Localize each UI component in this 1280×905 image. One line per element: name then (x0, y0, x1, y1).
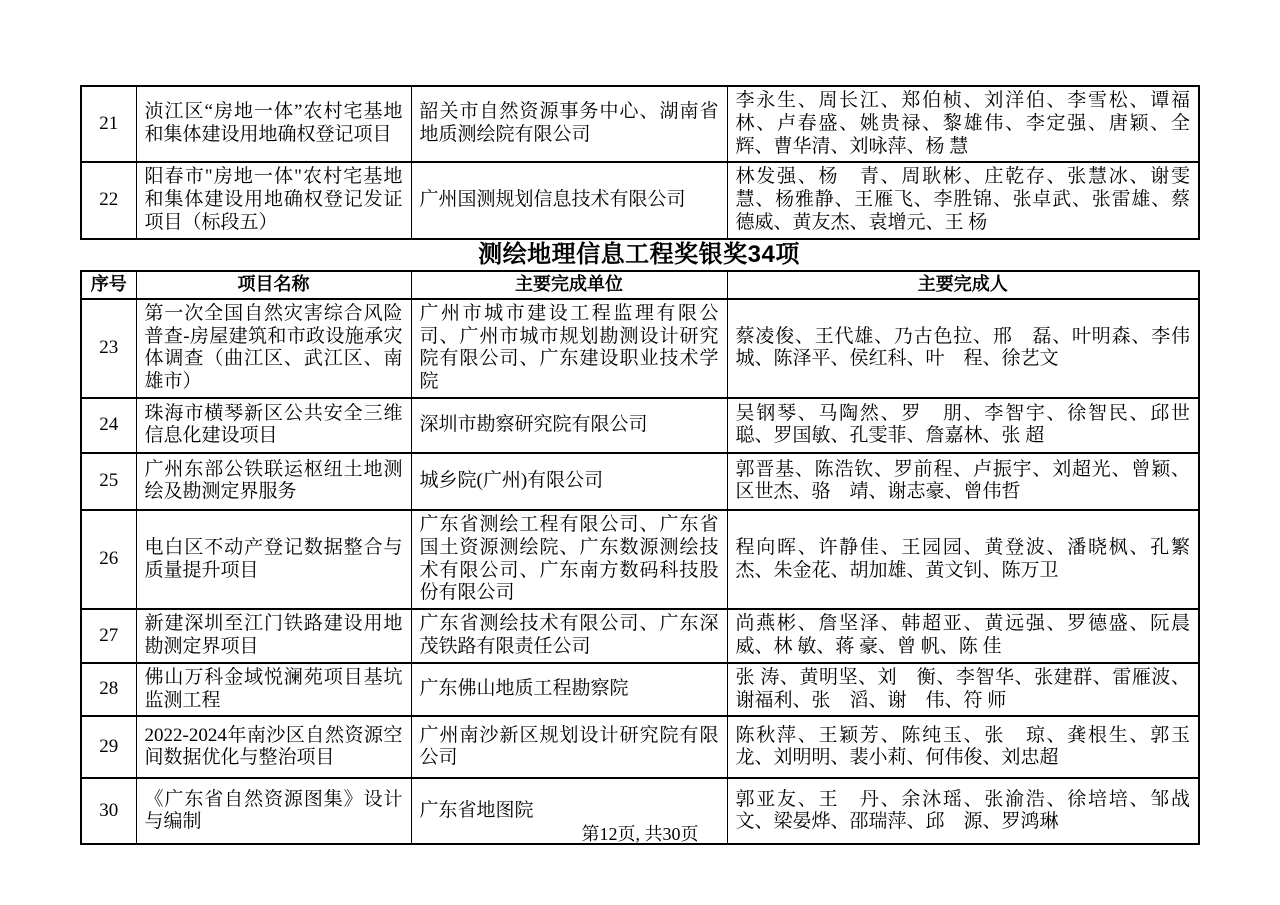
col-header-units: 主要完成单位 (411, 271, 727, 299)
completing-units: 广州国测规划信息技术有限公司 (411, 162, 727, 238)
table-row (81, 398, 1199, 453)
project-name: 第一次全国自然灾害综合风险普查-房屋建筑和市政设施承灾体调查（曲江区、武江区、南雄市） (136, 299, 411, 398)
project-name: 2022-2024年南沙区自然资源空间数据优化与整治项目 (136, 716, 411, 778)
row-number: 28 (81, 663, 136, 717)
project-name: 广州东部公铁联运枢纽土地测绘及勘测定界服务 (136, 453, 411, 510)
row-number: 23 (81, 299, 136, 398)
table-row (81, 609, 1199, 663)
table-header-row (81, 271, 1199, 299)
row-number: 25 (81, 453, 136, 510)
row-number: 29 (81, 716, 136, 778)
table-row (81, 86, 1199, 162)
awards-table (80, 270, 1200, 846)
page-number: 第12页, 共30页 (581, 824, 699, 844)
table-row (81, 299, 1199, 398)
completers: 陈秋萍、王颖芳、陈纯玉、张 琼、龚根生、郭玉龙、刘明明、裴小莉、何伟俊、刘忠超 (727, 716, 1199, 778)
col-header-people: 主要完成人 (727, 271, 1199, 299)
table-row (81, 510, 1199, 609)
completing-units: 城乡院(广州)有限公司 (411, 453, 727, 510)
completers: 李永生、周长江、郑伯桢、刘洋伯、李雪松、谭福林、卢春盛、姚贵禄、黎雄伟、李定强、唐颖、全 辉、曹华清、刘咏萍、杨 慧 (727, 86, 1199, 162)
project-name: 《广东省自然资源图集》设计与编制 (136, 778, 411, 844)
row-number: 26 (81, 510, 136, 609)
row-number: 27 (81, 609, 136, 663)
completers: 吴钢琴、马陶然、罗 朋、李智宇、徐智民、邱世聪、罗国敏、孔雯菲、詹嘉林、张 超 (727, 398, 1199, 453)
completing-units: 广东省测绘技术有限公司、广东深茂铁路有限责任公司 (411, 609, 727, 663)
completing-units: 广东省测绘工程有限公司、广东省国土资源测绘院、广东数源测绘技术有限公司、广东南方数码科技股份有限公司 (411, 510, 727, 609)
completing-units: 广东佛山地质工程勘察院 (411, 663, 727, 717)
completers: 尚燕彬、詹坚泽、韩超亚、黄远强、罗德盛、阮晨威、林 敏、蒋 豪、曾 帆、陈 佳 (727, 609, 1199, 663)
project-name: 新建深圳至江门铁路建设用地勘测定界项目 (136, 609, 411, 663)
completers: 程向晖、许静佳、王园园、黄登波、潘晓枫、孔繁杰、朱金花、胡加雄、黄文钊、陈万卫 (727, 510, 1199, 609)
completers: 蔡凌俊、王代雄、乃古色拉、邢 磊、叶明森、李伟城、陈泽平、侯红科、叶 程、徐艺文 (727, 299, 1199, 398)
section-title: 测绘地理信息工程奖银奖34项 (478, 240, 800, 268)
project-name: 阳春市"房地一体"农村宅基地和集体建设用地确权登记发证项目（标段五） (136, 162, 411, 238)
col-header-project: 项目名称 (136, 271, 411, 299)
table-row (81, 716, 1199, 778)
completers: 郭晋基、陈浩钦、罗前程、卢振宇、刘超光、曾颖、区世杰、骆 靖、谢志豪、曾伟哲 (727, 453, 1199, 510)
project-name: 电白区不动产登记数据整合与质量提升项目 (136, 510, 411, 609)
awards-document (80, 85, 1198, 845)
row-number: 24 (81, 398, 136, 453)
completing-units: 广东省地图院 (411, 778, 727, 844)
project-name: 佛山万科金域悦澜苑项目基坑监测工程 (136, 663, 411, 717)
awards-table-continuation (80, 85, 1200, 240)
table-row (81, 453, 1199, 510)
completing-units: 深圳市勘察研究院有限公司 (411, 398, 727, 453)
completing-units: 广州市城市建设工程监理有限公司、广州市城市规划勘测设计研究院有限公司、广东建设职业技术学院 (411, 299, 727, 398)
row-number: 22 (81, 162, 136, 238)
table-row (81, 663, 1199, 717)
completing-units: 广州南沙新区规划设计研究院有限公司 (411, 716, 727, 778)
col-header-index: 序号 (81, 271, 136, 299)
project-name: 浈江区“房地一体”农村宅基地和集体建设用地确权登记项目 (136, 86, 411, 162)
row-number: 21 (81, 86, 136, 162)
completers: 郭亚友、王 丹、余沐瑶、张渝浩、徐培培、邹战文、梁晏烨、邵瑞萍、邱 源、罗鸿琳 (727, 778, 1199, 844)
completers: 林发强、杨 青、周耿彬、庄乾存、张慧冰、谢雯慧、杨雅静、王雁飞、李胜锦、张卓武、张雷雄、蔡德威、黄友杰、袁增元、王 杨 (727, 162, 1199, 238)
table-row (81, 162, 1199, 238)
row-number: 30 (81, 778, 136, 844)
project-name: 珠海市横琴新区公共安全三维信息化建设项目 (136, 398, 411, 453)
completing-units: 韶关市自然资源事务中心、湖南省地质测绘院有限公司 (411, 86, 727, 162)
completers: 张 涛、黄明坚、刘 衡、李智华、张建群、雷雁波、谢福利、张 滔、谢 伟、符 师 (727, 663, 1199, 717)
